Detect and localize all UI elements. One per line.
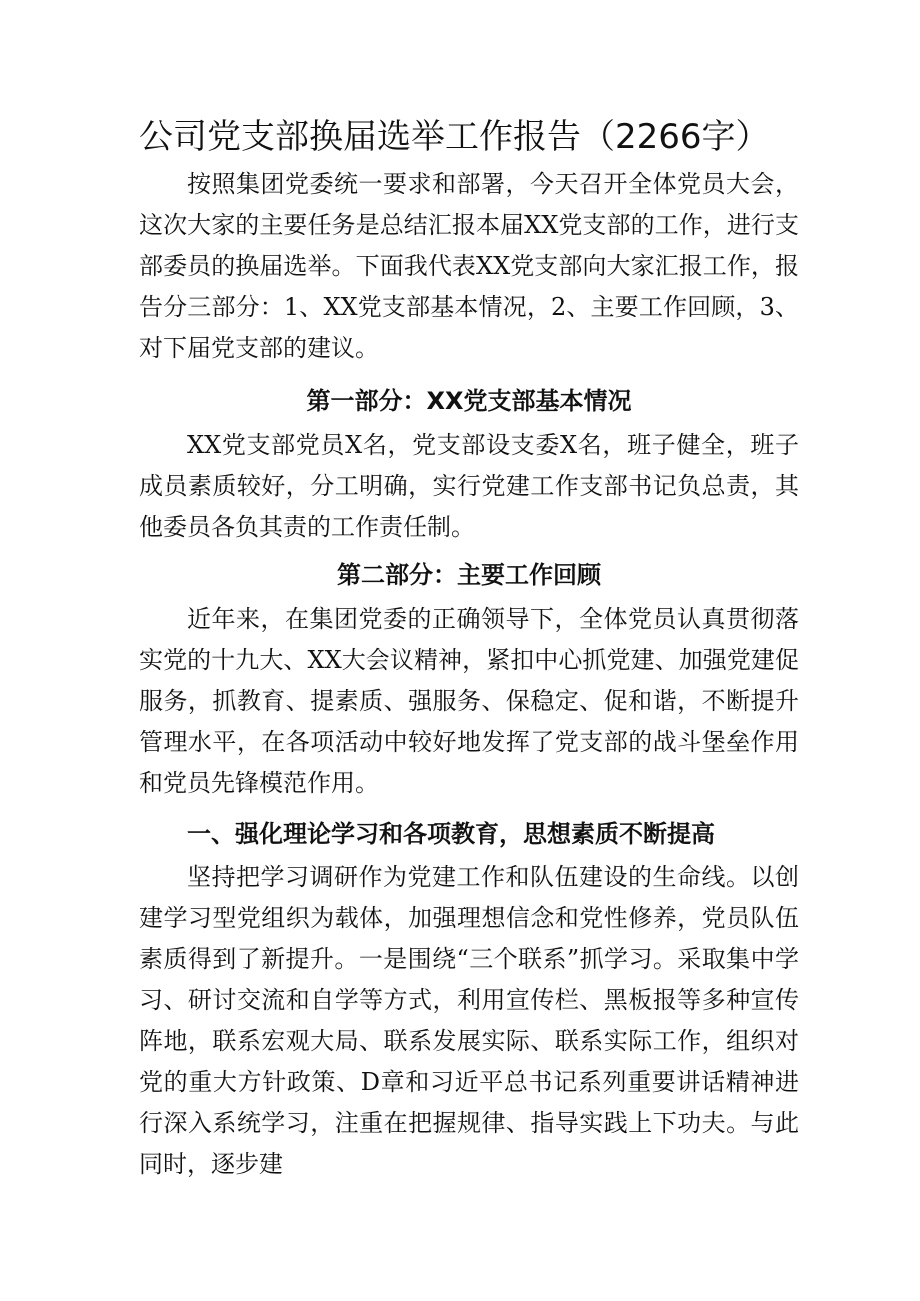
intro-paragraph: 按照集团党委统一要求和部署，今天召开全体党员大会，这次大家的主要任务是总结汇报本届XX党支部的工作，进行支部委员的换届选举。下面我代表XX党支部向大家汇报工作，报告分三部分：1、XX党支部基本情况，2、主要工作回顾，3、对下届党支部的建议。: [139, 170, 799, 362]
document-title: 公司党支部换届选举工作报告（2266字）: [139, 117, 770, 157]
part1-heading: 第一部分：XX党支部基本情况: [306, 387, 632, 415]
basic-info-paragraph: XX党支部党员X名，党支部设支委X名，班子健全，班子成员素质较好，分工明确，实行党建工作支部书记负总责，其他委员各负其责的工作责任制。: [139, 431, 799, 541]
study-paragraph: 坚持把学习调研作为党建工作和队伍建设的生命线。以创建学习型党组织为载体，加强理想信念和党性修养，党员队伍素质得到了新提升。一是围绕“三个联系”抓学习。采取集中学习、研讨交流和自学等方式，利用宣传栏、黑板报等多种宣传阵地，联系宏观大局、联系发展实际、联系实际工作，组织对党的重大方针政策、D章和习近平总书记系列重要讲话精神进行深入系统学习，注重在把握规律、指导实践上下功夫。与此同时，逐步建: [139, 863, 799, 1178]
section1-heading: 一、强化理论学习和各项教育，思想素质不断提高: [187, 820, 715, 848]
review-paragraph: 近年来，在集团党委的正确领导下，全体党员认真贯彻落实党的十九大、XX大会议精神，紧扣中心抓党建、加强党建促服务，抓教育、提素质、强服务、保稳定、促和谐，不断提升管理水平，在各项活动中较好地发挥了党支部的战斗堡垒作用和党员先锋模范作用。: [139, 605, 799, 797]
part2-heading: 第二部分：主要工作回顾: [337, 561, 601, 589]
